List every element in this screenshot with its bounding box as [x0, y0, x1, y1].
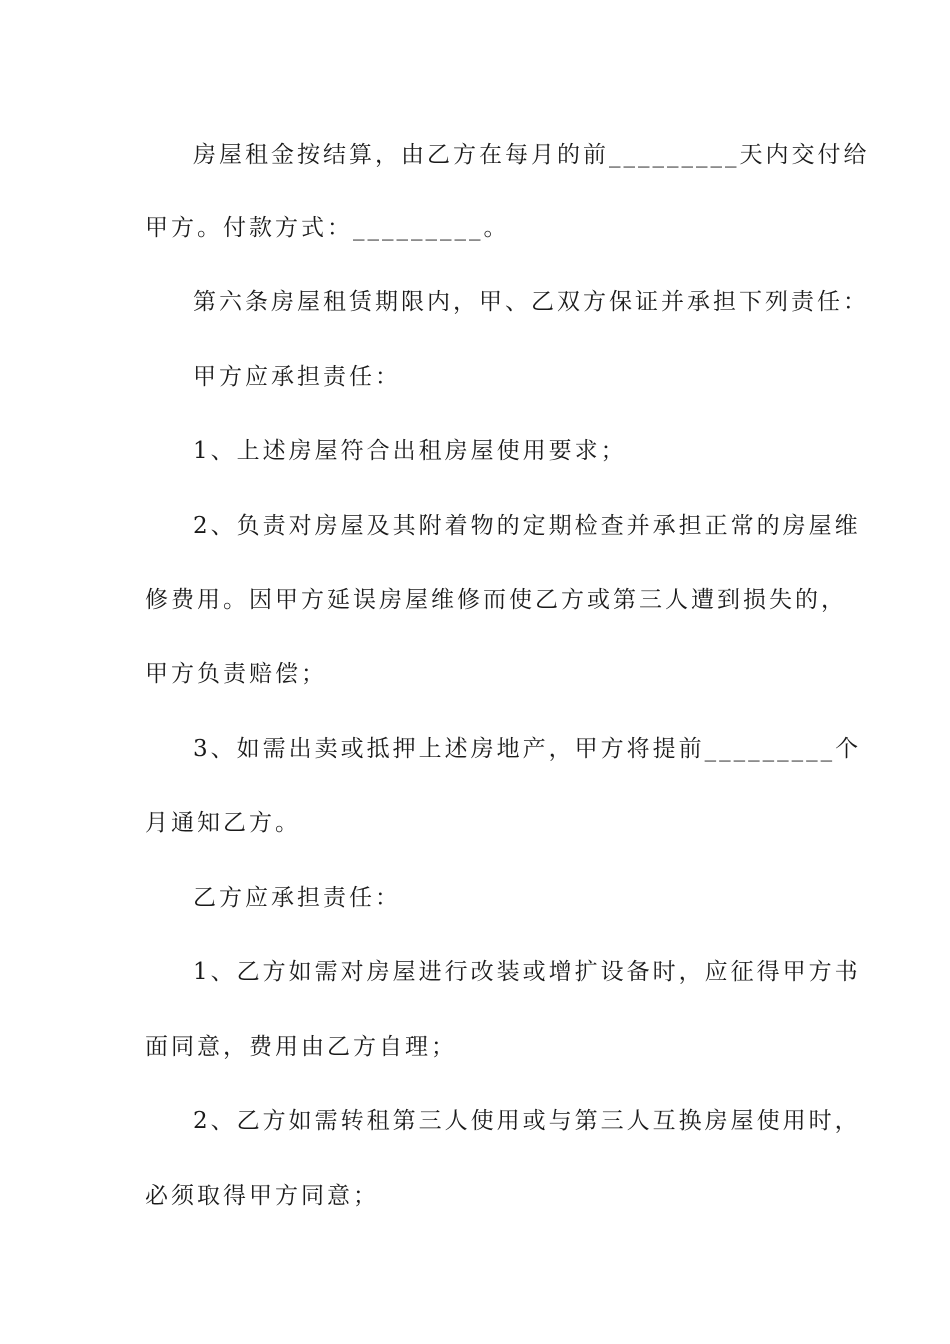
paragraph-line: 1、乙方如需对房屋进行改装或增扩设备时，应征得甲方书	[193, 959, 861, 985]
paragraph-line: 甲方负责赔偿；	[145, 661, 327, 687]
paragraph-line: 甲方。付款方式：_________。	[145, 215, 510, 241]
paragraph-line: 房屋租金按结算，由乙方在每月的前_________天内交付给	[193, 142, 870, 168]
paragraph-line: 月通知乙方。	[145, 810, 301, 836]
paragraph-line: 1、上述房屋符合出租房屋使用要求；	[193, 438, 627, 464]
paragraph-line: 2、负责对房屋及其附着物的定期检查并承担正常的房屋维	[193, 513, 861, 539]
paragraph-line: 第六条房屋租赁期限内，甲、乙双方保证并承担下列责任：	[193, 289, 869, 315]
paragraph-line: 3、如需出卖或抵押上述房地产，甲方将提前_________个	[193, 736, 862, 762]
paragraph-line: 甲方应承担责任：	[193, 364, 401, 390]
paragraph-line: 面同意，费用由乙方自理；	[145, 1034, 457, 1060]
paragraph-line: 2、乙方如需转租第三人使用或与第三人互换房屋使用时，	[193, 1108, 861, 1134]
paragraph-line: 必须取得甲方同意；	[145, 1183, 379, 1209]
paragraph-line: 修费用。因甲方延误房屋维修而使乙方或第三人遭到损失的，	[145, 587, 847, 613]
paragraph-line: 乙方应承担责任：	[193, 885, 401, 911]
